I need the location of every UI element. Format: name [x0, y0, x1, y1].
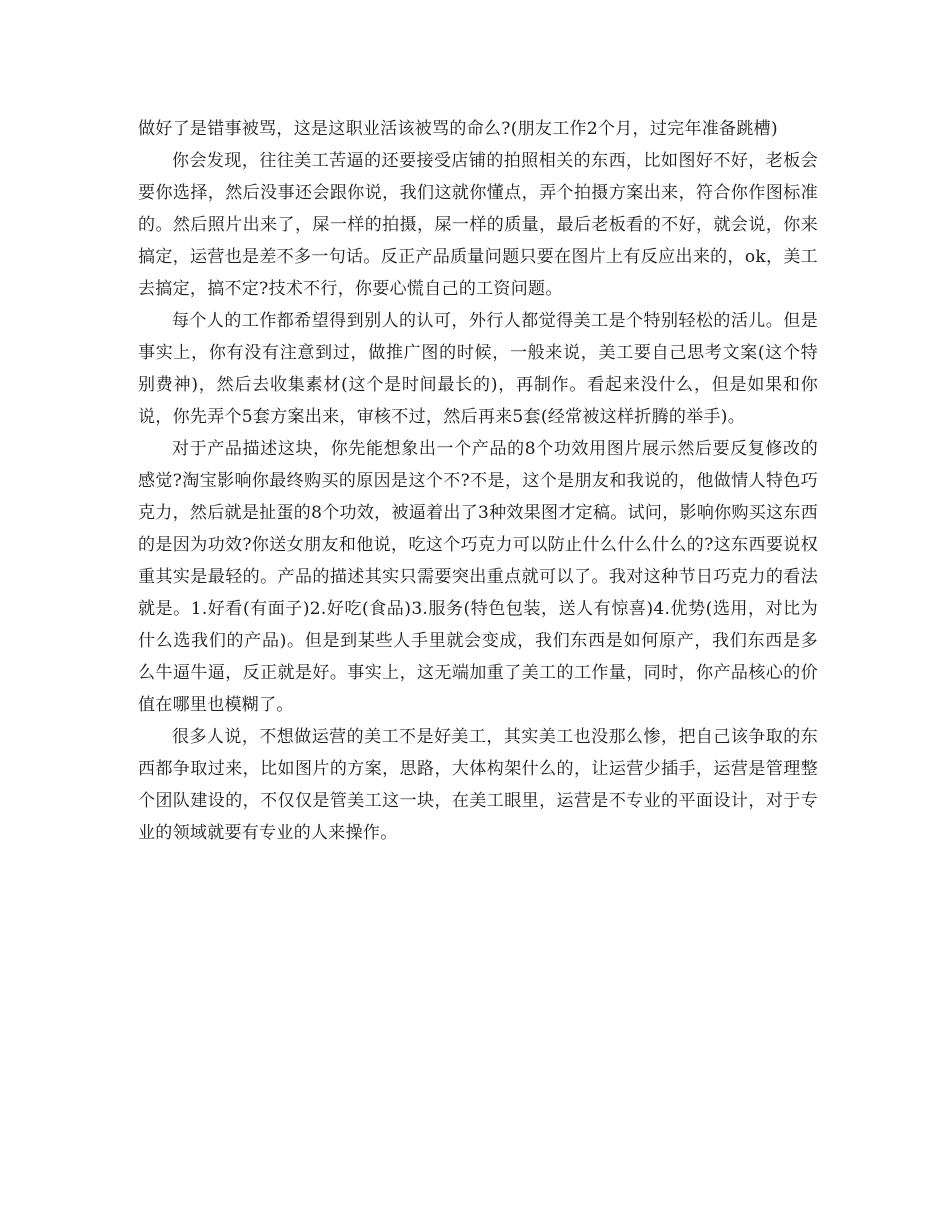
paragraph-4: 对于产品描述这块，你先能想象出一个产品的8个功效用图片展示然后要反复修改的感觉?淘宝影响你最终购买的原因是这个不?不是，这个是朋友和我说的，他做情人特色巧克力，然后就是扯蛋的8个功效，被逼着出了3种效果图才定稿。试问，影响你购买这东西的是因为功效?你送女朋友和他说，吃这个巧克力可以防止什么什么什么的?这东西要说权重其实是最轻的。产品的描述其实只需要突出重点就可以了。我对这种节日巧克力的看法就是。1.好看(有面子)2.好吃(食品)3.服务(特色包装，送人有惊喜)4.优势(选用，对比为什么选我们的产品)。但是到某些人手里就会变成，我们东西是如何原产，我们东西是多么牛逼牛逼，反正就是好。事实上，这无端加重了美工的工作量，同时，你产品核心的价值在哪里也模糊了。 — [138, 439, 818, 715]
paragraph-1: 做好了是错事被骂，这是这职业活该被骂的命么?(朋友工作2个月，过完年准备跳槽) — [138, 119, 778, 139]
document-body — [138, 113, 818, 849]
paragraph-3: 每个人的工作都希望得到别人的认可，外行人都觉得美工是个特别轻松的活儿。但是事实上，你有没有注意到过，做推广图的时候，一般来说，美工要自己思考文案(这个特别费神)，然后去收集素材(这个是时间最长的)，再制作。看起来没什么，但是如果和你说，你先弄个5套方案出来，审核不过，然后再来5套(经常被这样折腾的举手)。 — [138, 311, 818, 427]
paragraph-2: 你会发现，往往美工苦逼的还要接受店铺的拍照相关的东西，比如图好不好，老板会要你选择，然后没事还会跟你说，我们这就你懂点，弄个拍摄方案出来，符合你作图标准的。然后照片出来了，屎一样的拍摄，屎一样的质量，最后老板看的不好，就会说，你来搞定，运营也是差不多一句话。反正产品质量问题只要在图片上有反应出来的，ok，美工去搞定，搞不定?技术不行，你要心慌自己的工资问题。 — [138, 151, 818, 299]
paragraph-5: 很多人说，不想做运营的美工不是好美工，其实美工也没那么惨，把自己该争取的东西都争取过来，比如图片的方案，思路，大体构架什么的，让运营少插手，运营是管理整个团队建设的，不仅仅是管美工这一块，在美工眼里，运营是不专业的平面设计，对于专业的领域就要有专业的人来操作。 — [138, 727, 818, 843]
